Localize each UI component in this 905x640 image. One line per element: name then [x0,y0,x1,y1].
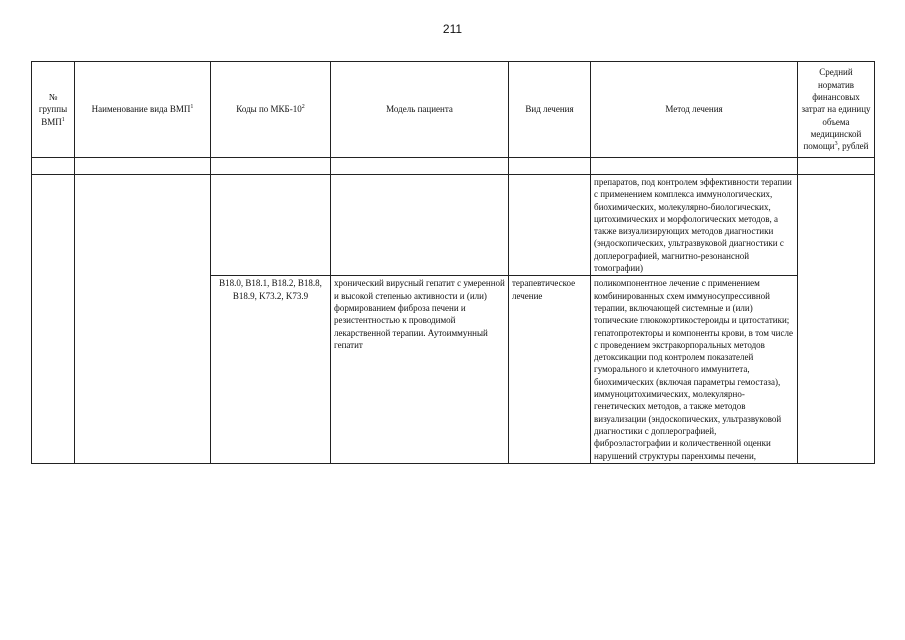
cell-average-cost [798,175,875,464]
header-average-cost: Средний норматив финансовых затрат на единицу объема медицинской помощи$^3$, рублей [798,62,875,158]
cell-method-continuation: препаратов, под контролем эффективности терапии с применением комплекса иммунологических, биохимических, молекулярно-биологических, цитохимических и морфологических методов, а также визуализирующих методов диагностики (эндоскопических, ультразвуковой диагностики с доплерографией, магнитно-резонансной томографии) [591,175,798,276]
cell-codes-empty [211,175,331,276]
header-treatment-type: Вид лечения [509,62,591,158]
cell-type-empty [509,175,591,276]
cell-patient-model: хронический вирусный гепатит с умеренной и высокой степенью активности и (или) формированием фиброза печени и резистентностью к проводимой лекарственной терапии. Аутоиммунный гепатит [331,276,509,463]
table-row-continuation [32,175,875,276]
header-vmp-name: Наименование вида ВМП$^1$ [75,62,211,158]
header-row [32,62,875,158]
cell-treatment-method: поликомпонентное лечение с применением комбинированных схем иммуносупрессивной терапии, включающей системные и (или) топические глюкокортикостероиды и цитостатики; гепатопротекторы и компоненты крови, в том числе с проведением экстракорпоральных методов детоксикации под контролем показателей гуморального и клеточного иммунитета, биохимических (включая параметры гемостаза), иммуноцитохимических, молекулярно-генетических методов, а также методов визуализации (эндоскопических, ультразвуковой диагностики с доплерографией, фиброэластографии и количественной оценки нарушений структуры паренхимы печени, [591,276,798,463]
header-group-no: № группы ВМП$^1$ [32,62,75,158]
cell-model-empty [331,175,509,276]
vmp-table [31,61,875,464]
cell-icd-codes: B18.0, B18.1, B18.2, B18.8, B18.9, K73.2, K73.9 [211,276,331,463]
header-patient-model: Модель пациента [331,62,509,158]
cell-group-no [32,175,75,464]
spacer-row [32,158,875,175]
header-icd-codes: Коды по МКБ-$10^2$ [211,62,331,158]
cell-treatment-type: терапевтическое лечение [509,276,591,463]
cell-vmp-name [75,175,211,464]
page-number: 211 [442,22,463,36]
header-treatment-method: Метод лечения [591,62,798,158]
